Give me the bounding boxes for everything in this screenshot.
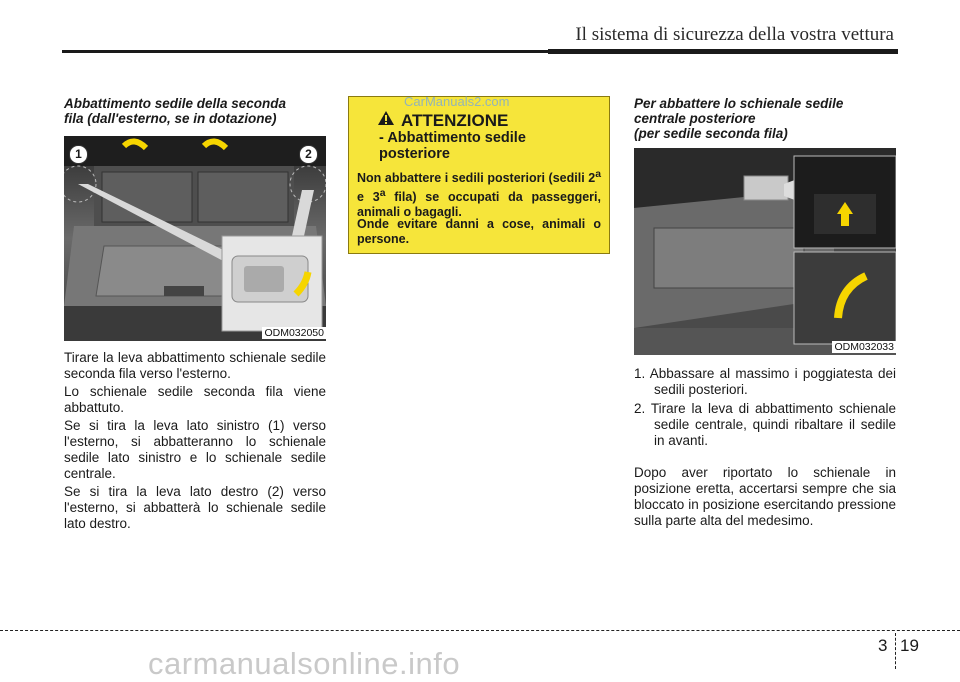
left-paragraph: Lo schienale sedile seconda fila viene abbattuto. (64, 384, 326, 415)
callout-1: 1 (69, 145, 88, 164)
left-paragraph: Se si tira la leva lato destro (2) verso l'esterno, si abbatterà lo schienale sedile lato destro. (64, 484, 326, 531)
right-figure-caption: ODM032033 (834, 341, 894, 353)
right-figure (634, 148, 896, 355)
right-heading-line: (per sedile seconda fila) (634, 126, 788, 141)
page-header-title: Il sistema di sicurezza della vostra vettura (575, 24, 894, 45)
right-heading-line: centrale posteriore (634, 111, 756, 126)
step-item: 2. Tirare la leva di abbattimento schienale sedile centrale, quindi ribaltare il sedile in avanti. (634, 401, 896, 448)
page-number-divider (895, 633, 896, 669)
right-section-heading (634, 96, 896, 141)
right-paragraph: Dopo aver riportato lo schienale in posizione eretta, accertarsi sempre che sia bloccato in posizione esercitando pressione sulla parte alta del medesimo. (634, 465, 896, 528)
superscript-a: a (379, 188, 386, 200)
left-body (64, 350, 326, 532)
warning-triangle-icon (377, 110, 395, 126)
right-steps (634, 366, 896, 449)
step-item: 1. Abbassare al massimo i poggiatesta dei sedili posteriori. (634, 366, 896, 397)
footer-watermark: carmanualsonline.info (148, 646, 461, 681)
callout-2: 2 (299, 145, 318, 164)
warning-subtitle: - Abbattimento sedile posteriore (379, 130, 526, 162)
section-number: 3 (878, 636, 888, 655)
left-paragraph: Se si tira la leva lato sinistro (1) verso l'esterno, si abbatteranno lo schienale sedile lato sinistro e lo schienale sedile centrale. (64, 418, 326, 481)
footer-rule (0, 630, 960, 631)
right-heading-line: Per abbattere lo schienale sedile (634, 96, 844, 111)
left-figure (64, 136, 326, 341)
cargo-area-photo (64, 136, 326, 341)
warning-text-2: Onde evitare danni a cose, animali o persone. (357, 217, 601, 246)
center-seat-photo (634, 148, 896, 355)
header-rule-accent (548, 49, 898, 54)
watermark: CarManuals2.com (404, 94, 510, 109)
warning-box (348, 96, 610, 254)
left-figure-caption: ODM032050 (264, 327, 324, 339)
left-section-heading: Abbattimento sedile della seconda fila (dall'esterno, se in dotazione) (64, 96, 287, 126)
superscript-a: a (595, 169, 601, 180)
page-number: 19 (900, 636, 919, 655)
left-paragraph: Tirare la leva abbattimento schienale sedile seconda fila verso l'esterno. (64, 350, 326, 381)
warning-title: ATTENZIONE (401, 111, 509, 130)
warning-text-1: Non abbattere i sedili posteriori (sedili 2$^a$ e 3$^a$ fila) se occupati da passeggeri, animali o bagagli. (357, 169, 601, 220)
